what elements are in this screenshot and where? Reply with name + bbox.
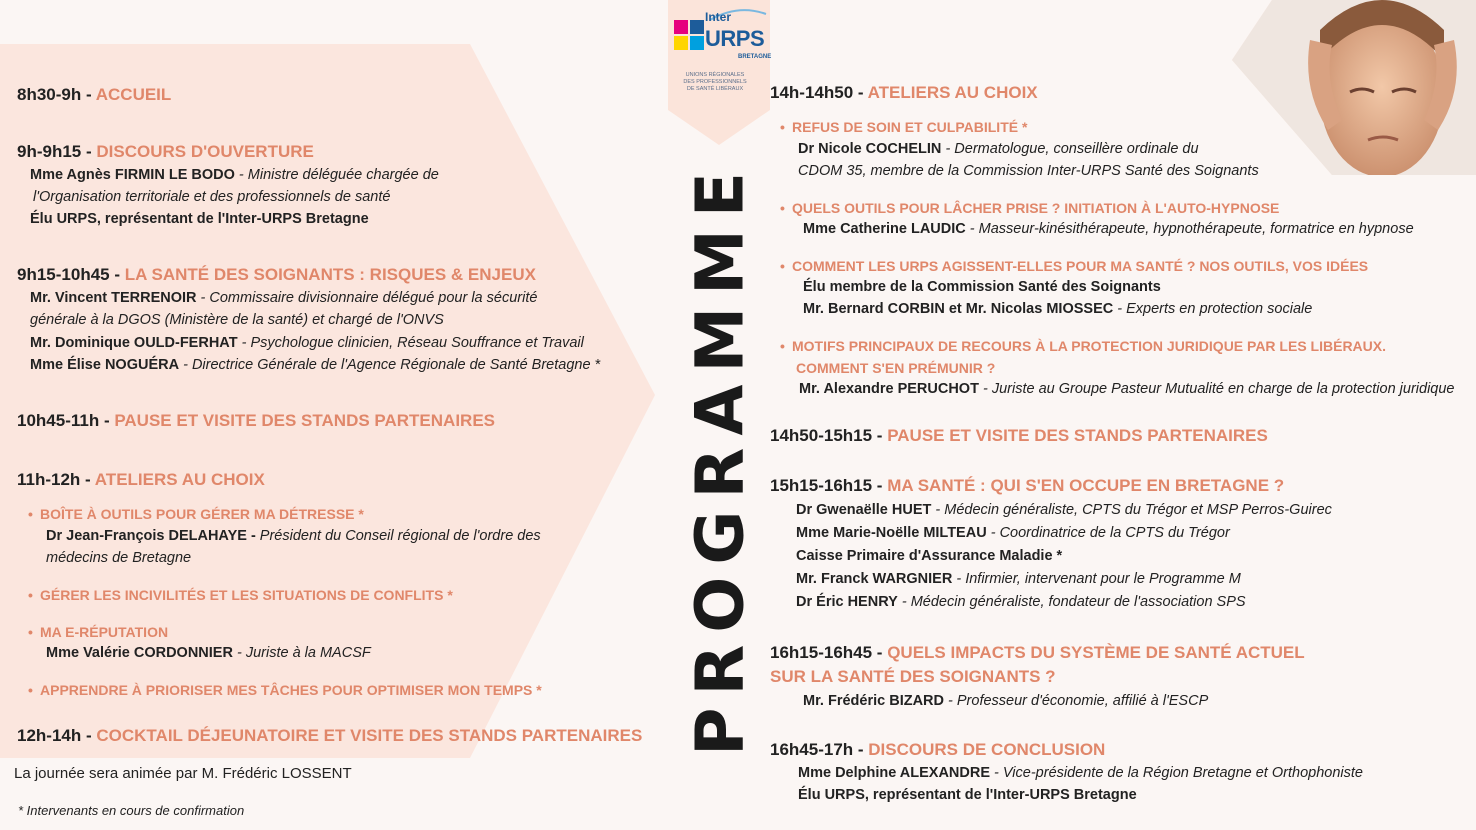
workshop-item: • MA E-RÉPUTATION	[28, 624, 169, 640]
left-s1: 8h30-9h - ACCUEIL	[17, 85, 172, 104]
logo-region: BRETAGNE	[738, 54, 772, 60]
right-s4-title-line2: SUR LA SANTÉ DES SOIGNANTS ?	[770, 667, 1056, 686]
right-s5: 16h45-17h - DISCOURS DE CONCLUSION	[770, 740, 1106, 759]
speaker-line: Élu membre de la Commission Santé des Soignants	[803, 279, 1161, 295]
left-s5: 11h-12h - ATELIERS AU CHOIX	[17, 470, 265, 489]
programme-heading-wrap	[681, 158, 759, 758]
stressed-man-photo	[1232, 0, 1476, 175]
logo-brand: URPS	[705, 26, 765, 51]
speaker-line: Mr. Dominique OULD-FERHAT - Psychologue clinicien, Réseau Souffrance et Travail	[30, 335, 584, 351]
speaker-line: Mr. Frédéric BIZARD - Professeur d'économie, affilié à l'ESCP	[803, 693, 1209, 709]
left-s6: 12h-14h - COCKTAIL DÉJEUNATOIRE ET VISITE DES STANDS PARTENAIRES	[17, 726, 643, 745]
workshop-item: • QUELS OUTILS POUR LÂCHER PRISE ? INITIATION À L'AUTO-HYPNOSE	[780, 200, 1280, 216]
workshop-item: • APPRENDRE À PRIORISER MES TÂCHES POUR OPTIMISER MON TEMPS *	[28, 682, 542, 698]
speaker-line: Mme Marie-Noëlle MILTEAU - Coordinatrice de la CPTS du Trégor	[796, 525, 1230, 541]
speaker-line: Dr Jean-François DELAHAYE - Président du Conseil régional de l'ordre des	[46, 528, 541, 544]
workshop-item: • COMMENT LES URPS AGISSENT-ELLES POUR MA SANTÉ ? NOS OUTILS, VOS IDÉES	[780, 258, 1369, 274]
speaker-line: Mr. Alexandre PERUCHOT - Juriste au Groupe Pasteur Mutualité en charge de la protection juridique	[799, 381, 1455, 397]
speaker-line: Mr. Franck WARGNIER - Infirmier, intervenant pour le Programme M	[796, 571, 1241, 587]
workshop-item-line2: COMMENT S'EN PRÉMUNIR ?	[796, 360, 996, 376]
speaker-line: Mr. Bernard CORBIN et Mr. Nicolas MIOSSEC - Experts en protection sociale	[803, 301, 1313, 317]
host-note: La journée sera animée par M. Frédéric LOSSENT	[14, 765, 352, 782]
speaker-line: Dr Gwenaëlle HUET - Médecin généraliste, CPTS du Trégor et MSP Perros-Guirec	[796, 502, 1332, 518]
speaker-line: Caisse Primaire d'Assurance Maladie *	[796, 548, 1063, 564]
puzzle-logo-icon	[672, 18, 708, 54]
workshop-item: • REFUS DE SOIN ET CULPABILITÉ *	[780, 119, 1028, 135]
speaker-line: Élu URPS, représentant de l'Inter-URPS Bretagne	[798, 787, 1137, 803]
speaker-line: Mme Agnès FIRMIN LE BODO - Ministre déléguée chargée de	[30, 167, 439, 183]
right-s2: 14h50-15h15 - PAUSE ET VISITE DES STANDS PARTENAIRES	[770, 426, 1268, 445]
logo-title: Inter	[705, 10, 732, 24]
speaker-line: Dr Nicole COCHELIN - Dermatologue, conseillère ordinale du	[798, 141, 1199, 157]
speaker-line: Mme Catherine LAUDIC - Masseur-kinésithérapeute, hypnothérapeute, formatrice en hypnose	[803, 221, 1414, 237]
speaker-line: Mr. Vincent TERRENOIR - Commissaire divisionnaire délégué pour la sécurité	[30, 290, 538, 306]
speaker-line: générale à la DGOS (Ministère de la santé) et chargé de l'ONVS	[30, 312, 444, 328]
logo-tagline: UNIONS RÉGIONALES DES PROFESSIONNELS DE SANTÉ LIBÉRAUX	[683, 72, 747, 92]
confirmation-note: * Intervenants en cours de confirmation	[18, 803, 245, 818]
speaker-line: Élu URPS, représentant de l'Inter-URPS Bretagne	[30, 211, 369, 227]
speaker-line: Mme Valérie CORDONNIER - Juriste à la MACSF	[46, 645, 371, 661]
right-s3: 15h15-16h15 - MA SANTÉ : QUI S'EN OCCUPE EN BRETAGNE ?	[770, 476, 1285, 495]
workshop-item: • GÉRER LES INCIVILITÉS ET LES SITUATIONS DE CONFLITS *	[28, 587, 453, 603]
speaker-line: Dr Éric HENRY - Médecin généraliste, fondateur de l'association SPS	[796, 594, 1246, 610]
left-s3: 9h15-10h45 - LA SANTÉ DES SOIGNANTS : RISQUES & ENJEUX	[17, 265, 536, 284]
right-s4: 16h15-16h45 - QUELS IMPACTS DU SYSTÈME DE SANTÉ ACTUEL	[770, 643, 1305, 662]
speaker-line: CDOM 35, membre de la Commission Inter-URPS Santé des Soignants	[798, 163, 1259, 179]
left-s4: 10h45-11h - PAUSE ET VISITE DES STANDS PARTENAIRES	[17, 411, 495, 430]
speaker-line: médecins de Bretagne	[46, 550, 192, 566]
workshop-item: • BOÎTE À OUTILS POUR GÉRER MA DÉTRESSE *	[28, 506, 364, 522]
speaker-line: Mme Delphine ALEXANDRE - Vice-présidente de la Région Bretagne et Orthophoniste	[798, 765, 1363, 781]
speaker-line: l'Organisation territoriale et des professionnels de santé	[33, 189, 391, 205]
programme-heading: PROGRAMME	[681, 160, 759, 756]
speaker-line: Mme Élise NOGUÉRA - Directrice Générale de l'Agence Régionale de Santé Bretagne *	[30, 357, 601, 373]
left-s2: 9h-9h15 - DISCOURS D'OUVERTURE	[17, 142, 314, 161]
right-s1: 14h-14h50 - ATELIERS AU CHOIX	[770, 83, 1038, 102]
workshop-item: • MOTIFS PRINCIPAUX DE RECOURS À LA PROTECTION JURIDIQUE PAR LES LIBÉRAUX.	[780, 338, 1387, 354]
